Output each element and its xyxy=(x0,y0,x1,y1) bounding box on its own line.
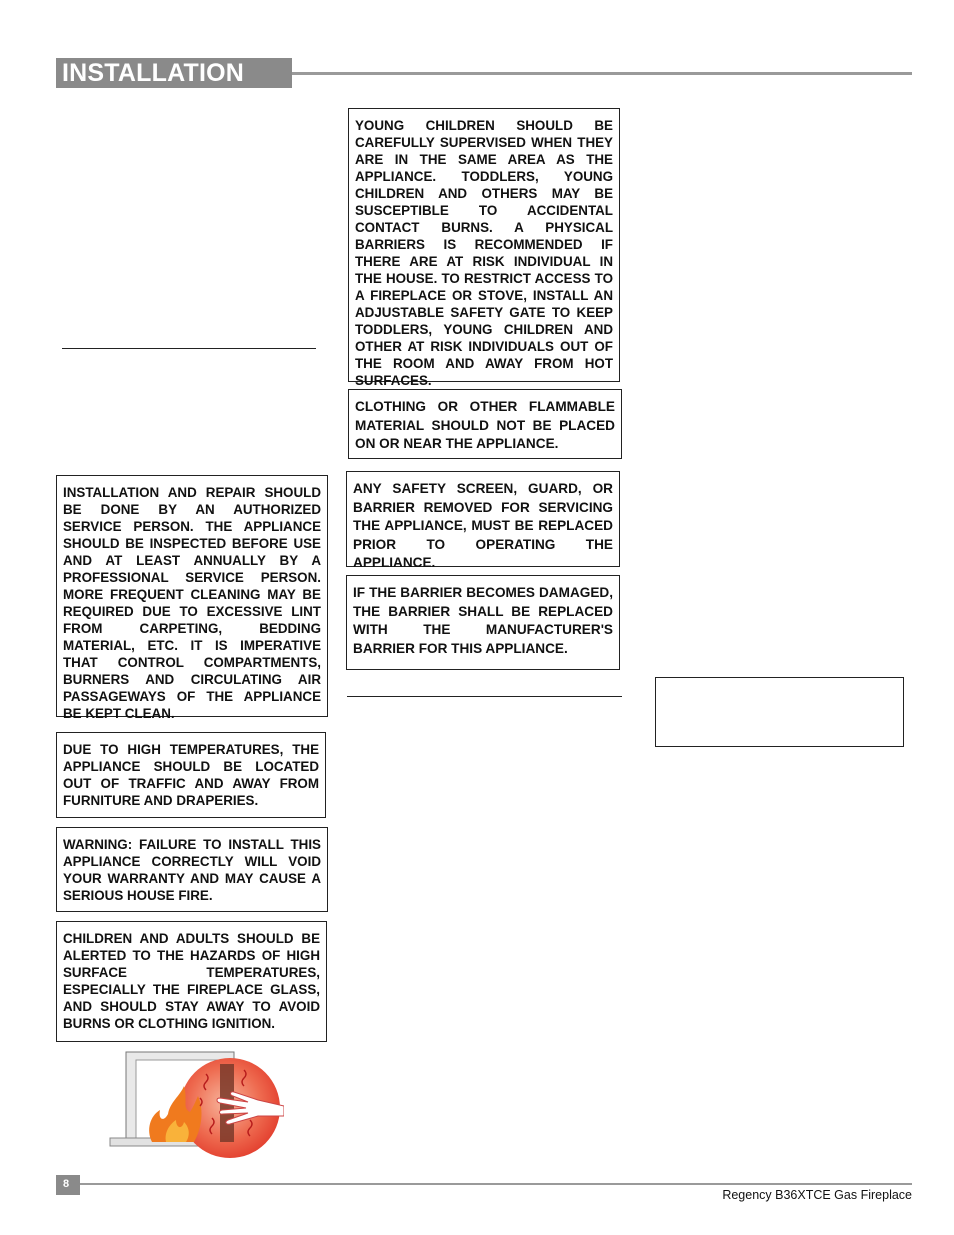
header-rule xyxy=(292,72,912,75)
footer-rule xyxy=(56,1183,912,1185)
warning-safety-screen: ANY SAFETY SCREEN, GUARD, OR BARRIER REMOVED FOR SERVICING THE APPLIANCE, MUST BE REPLACED PRIOR TO OPERATING THE APPLIANCE. xyxy=(346,471,620,567)
warning-high-temperatures: DUE TO HIGH TEMPERATURES, THE APPLIANCE SHOULD BE LOCATED OUT OF TRAFFIC AND AWAY FROM FURNITURE AND DRAPERIES. xyxy=(56,732,326,818)
middle-column-rule xyxy=(347,696,622,697)
warning-clothing: CLOTHING OR OTHER FLAMMABLE MATERIAL SHOULD NOT BE PLACED ON OR NEAR THE APPLIANCE. xyxy=(348,389,622,459)
page-number-badge xyxy=(56,1175,80,1195)
warning-installation-repair: INSTALLATION AND REPAIR SHOULD BE DONE BY AN AUTHORIZED SERVICE PERSON. THE APPLIANCE SHOULD BE INSPECTED BEFORE USE AND AT LEAST ANNUALLY BY A PROFESSIONAL SERVICE PERSON. MORE FREQUENT CLEANING MAY BE REQUIRED DUE TO EXCESSIVE LINT FROM CARPETING, BEDDING MATERIAL, ETC. IT IS IMPERATIVE THAT CONTROL COMPARTMENTS, BURNERS AND CIRCULATING AIR PASSAGEWAYS OF THE APPLIANCE BE KEPT CLEAN. xyxy=(56,475,328,717)
section-header-band xyxy=(56,58,292,88)
right-empty-box xyxy=(655,677,904,747)
section-title: INSTALLATION xyxy=(62,59,245,87)
fireplace-burn-hazard-illustration xyxy=(108,1050,284,1162)
warning-young-children: YOUNG CHILDREN SHOULD BE CAREFULLY SUPERVISED WHEN THEY ARE IN THE SAME AREA AS THE APPLIANCE. TODDLERS, YOUNG CHILDREN AND OTHERS MAY BE SUSCEPTIBLE TO ACCIDENTAL CONTACT BURNS. A PHYSICAL BARRIERS IS RECOMMENDED IF THERE ARE AT RISK INDIVIDUAL IN THE HOUSE. TO RESTRICT ACCESS TO A FIREPLACE OR STOVE, INSTALL AN ADJUSTABLE SAFETY GATE TO KEEP TODDLERS, YOUNG CHILDREN AND OTHER AT RISK INDIVIDUALS OUT OF THE ROOM AND AWAY FROM HOT SURFACES. xyxy=(348,108,620,382)
left-column-rule xyxy=(62,348,316,349)
page-number: 8 xyxy=(62,1178,70,1190)
warning-failure-install: WARNING: FAILURE TO INSTALL THIS APPLIANCE CORRECTLY WILL VOID YOUR WARRANTY AND MAY CAUSE A SERIOUS HOUSE FIRE. xyxy=(56,827,328,912)
warning-children-adults: CHILDREN AND ADULTS SHOULD BE ALERTED TO THE HAZARDS OF HIGH SURFACE TEMPERATURES, ESPECIALLY THE FIREPLACE GLASS, AND SHOULD STAY AWAY TO AVOID BURNS OR CLOTHING IGNITION. xyxy=(56,921,327,1042)
footer-product-name: Regency B36XTCE Gas Fireplace xyxy=(722,1188,912,1202)
warning-barrier-damaged: IF THE BARRIER BECOMES DAMAGED, THE BARRIER SHALL BE REPLACED WITH THE MANUFACTURER'S BARRIER FOR THIS APPLIANCE. xyxy=(346,575,620,670)
